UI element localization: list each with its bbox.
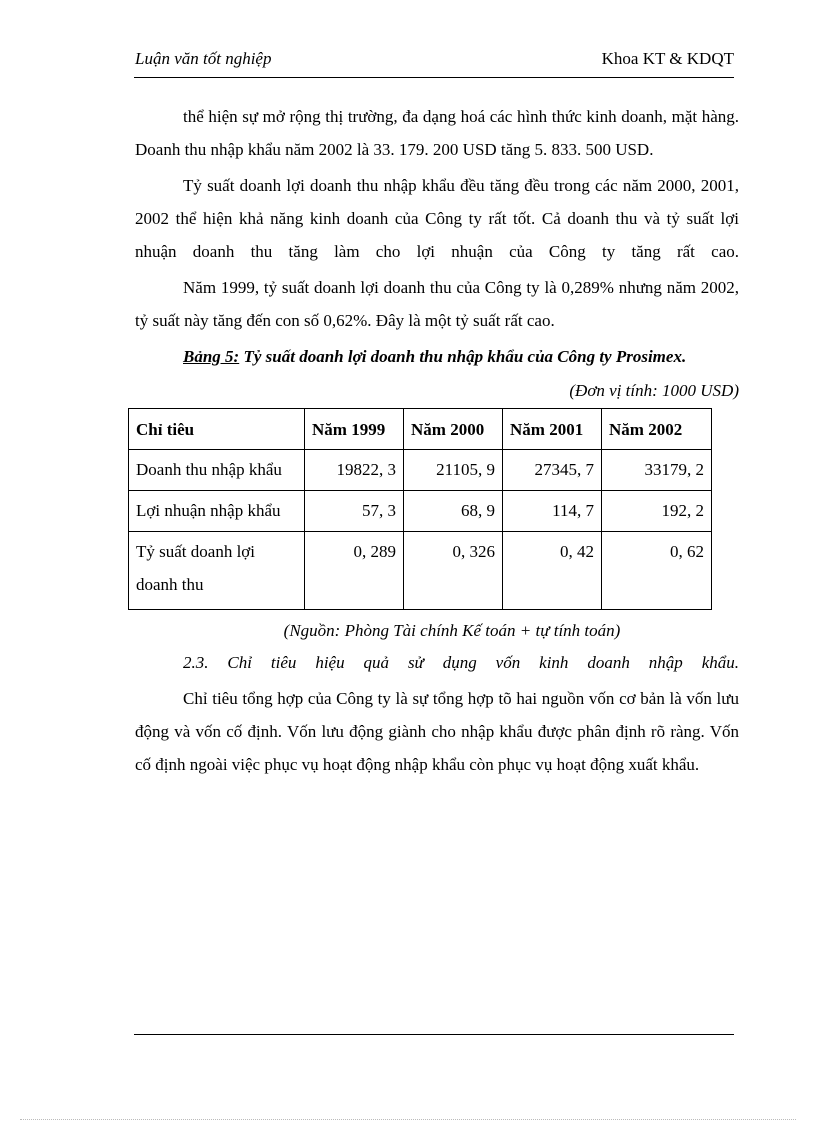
section-heading: 2.3. Chỉ tiêu hiệu quả sử dụng vốn kinh doanh nhập khẩu. [183,653,739,672]
paragraph-3: Năm 1999, tỷ suất doanh lợi doanh thu của Công ty là 0,289% nhưng năm 2002, tỷ suất này tăng đến con số 0,62%. Đây là một tỷ suất rất cao. [135,278,739,330]
row-label: Doanh thu nhập khẩu [129,450,305,491]
document-body [135,100,739,784]
page-edge-dotted-line [20,1119,796,1120]
table-cell: 0, 289 [305,532,404,610]
header-divider [134,77,734,78]
table-caption-text: Tỷ suất doanh lợi doanh thu nhập khẩu của Công ty Prosimex. [239,347,687,366]
table-caption [135,340,739,373]
table-cell: 0, 42 [503,532,602,610]
header-thesis-title: Luận văn tốt nghiệp [135,49,272,68]
table-caption-label: Bảng 5: [183,347,240,366]
table-cell: 114, 7 [503,491,602,532]
paragraph-1: thể hiện sự mở rộng thị trường, đa dạng hoá các hình thức kinh doanh, mặt hàng. Doanh thu nhập khẩu năm 2002 là 33. 179. 200 USD tăng 5. 833. 500 USD. [135,107,739,159]
table-cell: 57, 3 [305,491,404,532]
table-cell: 27345, 7 [503,450,602,491]
paragraph-2: Tỷ suất doanh lợi doanh thu nhập khẩu đều tăng đều trong các năm 2000, 2001, 2002 thể hiện khả năng kinh doanh của Công ty rất tốt. Cả doanh thu và tỷ suất lợi nhuận doanh thu tăng làm cho lợi nhuận của Công ty tăng rất cao. [135,176,739,261]
table-source-note: (Nguồn: Phòng Tài chính Kế toán + tự tính toán) [283,621,621,640]
table-header-row [129,409,712,450]
table-unit-note: (Đơn vị tính: 1000 USD) [569,381,739,400]
header-faculty: Khoa KT & KDQT [601,49,734,68]
footer-divider [134,1034,734,1035]
table-row [129,532,712,610]
column-header-2002: Năm 2002 [602,409,712,450]
table-cell: 21105, 9 [404,450,503,491]
table-cell: 192, 2 [602,491,712,532]
column-header-1999: Năm 1999 [305,409,404,450]
row-label: Lợi nhuận nhập khẩu [129,491,305,532]
table-cell: 19822, 3 [305,450,404,491]
table-cell: 68, 9 [404,491,503,532]
table-row [129,450,712,491]
profit-ratio-table [128,408,712,610]
table-cell: 0, 326 [404,532,503,610]
column-header-2000: Năm 2000 [404,409,503,450]
column-header-indicator: Chỉ tiêu [129,409,305,450]
column-header-2001: Năm 2001 [503,409,602,450]
paragraph-4: Chỉ tiêu tổng hợp của Công ty là sự tổng hợp tõ hai nguồn vốn cơ bản là vốn lưu động và vốn cố định. Vốn lưu động giành cho nhập khẩu được phân định rõ ràng. Vốn cố định ngoài việc phục vụ hoạt động nhập khẩu còn phục vụ hoạt động xuất khẩu. [135,689,739,774]
table-cell: 0, 62 [602,532,712,610]
table-row [129,491,712,532]
table-cell: 33179, 2 [602,450,712,491]
row-label: Tỷ suất doanh lợi doanh thu [129,532,305,610]
